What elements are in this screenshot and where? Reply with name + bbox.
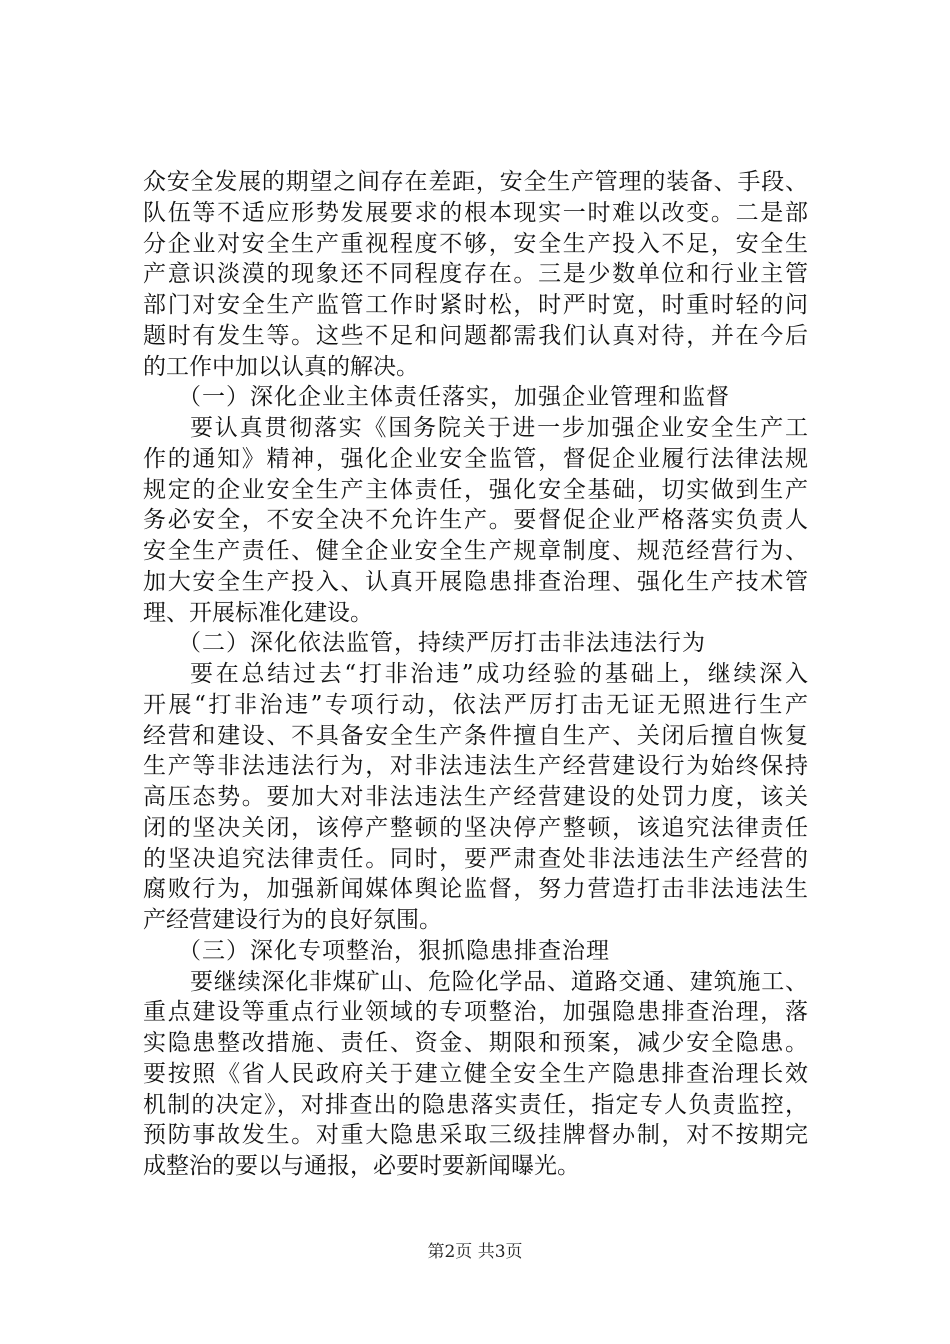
text-line: 闭的坚决关闭，该停产整顿的坚决停产整顿，该追究法律责任 <box>143 814 808 841</box>
text-line: 重点建设等重点行业领域的专项整治，加强隐患排查治理，落 <box>143 999 808 1026</box>
paragraph <box>143 659 808 936</box>
paragraph <box>143 967 808 1182</box>
text-line: 产经营建设行为的良好氛围。 <box>143 907 442 933</box>
text-line: 预防事故发生。对重大隐患采取三级挂牌督办制，对不按期完 <box>143 1122 808 1149</box>
page-number-footer: 第2页 共3页 <box>427 1242 523 1262</box>
text-line: 部门对安全生产监管工作时紧时松，时严时宽，时重时轻的问 <box>143 292 808 318</box>
text-line: 要继续深化非煤矿山、危险化学品、道路交通、建筑施工、 <box>190 968 808 995</box>
text-line: 开展“打非治违”专项行动，依法严厉打击无证无照进行生产 <box>143 691 808 718</box>
text-line: 高压态势。要加大对非法违法生产经营建设的处罚力度，该关 <box>143 784 808 810</box>
document-body <box>143 167 808 1182</box>
text-line: 机制的决定》，对排查出的隐患落实责任，指定专人负责监控， <box>143 1091 808 1118</box>
text-line: 众安全发展的期望之间存在差距，安全生产管理的装备、手段、 <box>143 169 808 195</box>
text-line: 经营和建设、不具备安全生产条件擅自生产、关闭后擅自恢复 <box>143 722 808 749</box>
text-line: 安全生产责任、健全企业安全生产规章制度、规范经营行为、 <box>143 538 808 564</box>
text-line: 实隐患整改措施、责任、资金、期限和预案，减少安全隐患。 <box>143 1030 808 1056</box>
text-line: 要在总结过去“打非治违”成功经验的基础上，继续深入 <box>190 661 808 687</box>
text-line: 务必安全，不安全决不允许生产。要督促企业严格落实负责人 <box>143 507 808 534</box>
paragraph <box>143 167 808 382</box>
section-heading: （三）深化专项整治，狠抓隐患排查治理 <box>178 937 610 964</box>
text-line: 的工作中加以认真的解决。 <box>143 353 419 380</box>
text-line: 要按照《省人民政府关于建立健全安全生产隐患排查治理长效 <box>143 1060 808 1087</box>
text-line: 腐败行为，加强新闻媒体舆论监督，努力营造打击非法违法生 <box>143 876 808 903</box>
text-line: 产意识淡漠的现象还不同程度存在。三是少数单位和行业主管 <box>143 261 808 288</box>
text-line: 题时有发生等。这些不足和问题都需我们认真对待，并在今后 <box>143 322 808 349</box>
text-line: 成整治的要以与通报，必要时要新闻曝光。 <box>143 1153 580 1179</box>
text-line: 加大安全生产投入、认真开展隐患排查治理、强化生产技术管 <box>143 568 808 595</box>
text-line: 作的通知》精神，强化企业安全监管，督促企业履行法律法规 <box>143 445 808 472</box>
text-line: 队伍等不适应形势发展要求的根本现实一时难以改变。二是部 <box>143 199 808 226</box>
text-line: 理、开展标准化建设。 <box>143 599 373 626</box>
paragraph <box>143 413 808 628</box>
section-heading: （二）深化依法监管，持续严厉打击非法违法行为 <box>178 630 706 657</box>
text-line: 分企业对安全生产重视程度不够，安全生产投入不足，安全生 <box>143 230 808 257</box>
text-line: 的坚决追究法律责任。同时，要严肃查处非法违法生产经营的 <box>143 845 808 872</box>
text-line: 规定的企业安全生产主体责任，强化安全基础，切实做到生产 <box>143 476 808 503</box>
text-line: 生产等非法违法行为，对非法违法生产经营建设行为始终保持 <box>143 753 808 780</box>
text-line: 要认真贯彻落实《国务院关于进一步加强企业安全生产工 <box>190 415 808 441</box>
section-heading: （一）深化企业主体责任落实，加强企业管理和监督 <box>178 384 730 411</box>
